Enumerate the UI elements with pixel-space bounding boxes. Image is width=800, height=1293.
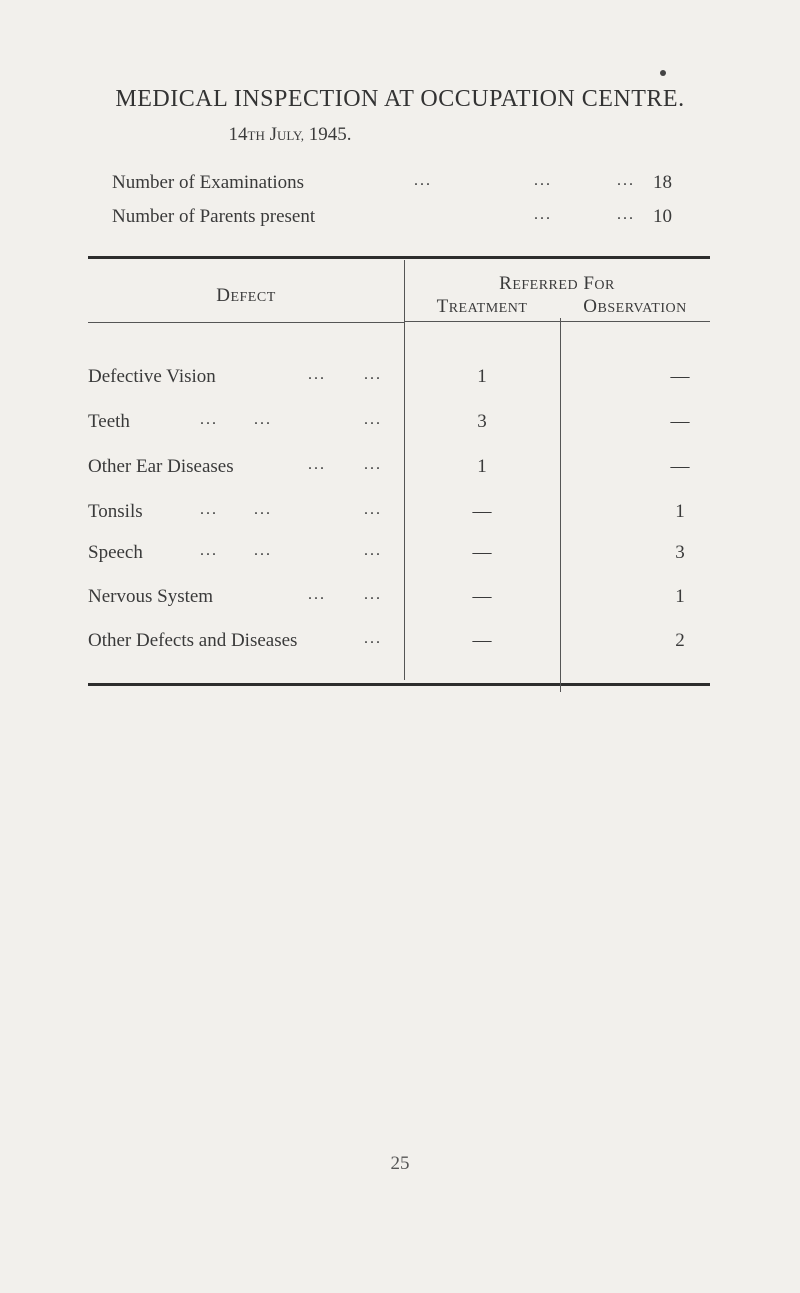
leader-dots: ... [308, 366, 326, 383]
table-bottom-rule [88, 683, 710, 686]
summary-value: 10 [653, 206, 672, 227]
page-number: 25 [390, 1153, 410, 1174]
observation-count: — [670, 411, 690, 432]
date-day: 14 [228, 124, 248, 145]
summary-parents [112, 206, 672, 232]
observation-count: 2 [675, 630, 685, 651]
leader-dots: ... [534, 206, 552, 223]
treatment-count: 1 [477, 456, 487, 477]
date-month-rest: ULY, [277, 128, 304, 143]
column-header-observation: OBSERVATION [583, 296, 687, 317]
treatment-count: 3 [477, 411, 487, 432]
treatment-count: — [472, 630, 492, 651]
treatment-count: 1 [477, 366, 487, 387]
header-underline [404, 321, 710, 322]
report-date [0, 124, 580, 146]
observation-count: 1 [675, 586, 685, 607]
leader-dots: ... [364, 411, 382, 428]
date-suffix: TH [247, 128, 265, 143]
table-top-rule [88, 256, 710, 259]
summary-label: Number of Examinations [112, 172, 305, 193]
treatment-count: — [472, 542, 492, 563]
treatment-count: — [472, 501, 492, 522]
leader-dots: ... [200, 501, 218, 518]
column-header-defect: DEFECT [216, 285, 276, 306]
defect-name: Teeth [88, 411, 130, 432]
defect-name: Speech [88, 542, 143, 563]
header-underline [88, 322, 404, 323]
date-year: 1945. [308, 124, 352, 145]
column-divider [404, 260, 405, 680]
page-title: MEDICAL INSPECTION AT OCCUPATION CENTRE. [115, 86, 685, 112]
leader-dots: ... [534, 172, 552, 189]
column-group-header: REFERRED FOR [499, 273, 615, 294]
leader-dots: ... [364, 366, 382, 383]
leader-dots: ... [254, 501, 272, 518]
leader-dots: ... [364, 586, 382, 603]
column-divider [560, 318, 561, 692]
leader-dots: ... [254, 411, 272, 428]
summary-examinations [112, 172, 672, 198]
observation-count: 1 [675, 501, 685, 522]
observation-count: — [670, 456, 690, 477]
leader-dots: ... [364, 542, 382, 559]
leader-dots: ... [308, 456, 326, 473]
leader-dots: ... [364, 456, 382, 473]
observation-count: — [670, 366, 690, 387]
summary-value: 18 [653, 172, 672, 193]
defect-name: Nervous System [88, 586, 214, 607]
leader-dots: ... [364, 630, 382, 647]
leader-dots: ... [364, 501, 382, 518]
leader-dots: ... [308, 586, 326, 603]
defect-name: Other Defects and Diseases [88, 630, 298, 651]
leader-dots: ... [200, 542, 218, 559]
leader-dots: ... [617, 172, 635, 189]
defect-name: Other Ear Diseases [88, 456, 234, 477]
leader-dots: ... [617, 206, 635, 223]
leader-dots: ... [254, 542, 272, 559]
defect-name: Defective Vision [88, 366, 216, 387]
treatment-count: — [472, 586, 492, 607]
defect-name: Tonsils [88, 501, 143, 522]
ink-speck [660, 70, 666, 76]
observation-count: 3 [675, 542, 685, 563]
date-month-initial: J [269, 124, 277, 145]
column-header-treatment: TREATMENT [436, 296, 528, 317]
leader-dots: ... [414, 172, 432, 189]
leader-dots: ... [200, 411, 218, 428]
summary-label: Number of Parents present [112, 206, 316, 227]
